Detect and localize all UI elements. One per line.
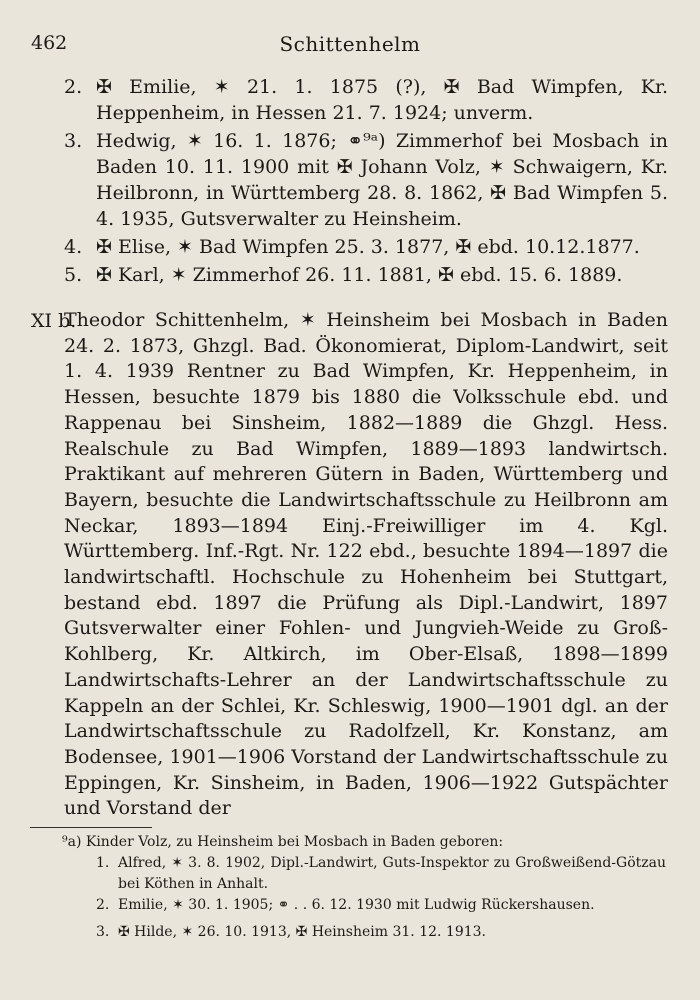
entry-text: ✠ Elise, ✶ Bad Wimpfen 25. 3. 1877, ✠ ebd. 10.12.1877. [96,236,640,258]
entry-text: ✠ Karl, ✶ Zimmerhof 26. 11. 1881, ✠ ebd. 15. 6. 1889. [96,264,623,286]
footnote-item [0,895,700,916]
child-entry [0,262,700,288]
entry-number: 5. [64,264,83,286]
running-head: Schittenhelm [279,32,421,56]
main-entry-text: Theodor Schittenhelm, ✶ Heinsheim bei Mosbach in Baden 24. 2. 1873, Ghzgl. Bad. Ökonomierat, Diplom-Landwirt, seit 1. 4. 1939 Rentner zu Bad Wimpfen, Kr. Heppenheim, in Hessen, besuchte 1879 bis 1880 die Volksschule ebd. und Rappenau bei Sinsheim, 1882—1889 die Ghzgl. Hess. Realschule zu Bad Wimpfen, 1889—1893 landwirtsch. Praktikant auf mehreren Gütern in Baden, Württemberg und Bayern, besuchte die Landwirtschaftsschule zu Heilbronn am Neckar, 1893—1894 Einj.-Freiwilliger im 4. Kgl. Württemberg. Inf.-Rgt. Nr. 122 ebd., besuchte 1894—1897 die landwirtschaftl. Hochschule zu Hohenheim bei Stuttgart, bestand ebd. 1897 die Prüfung als Dipl.-Landwirt, 1897 Gutsverwalter einer Fohlen- und Jungvieh-Weide zu Groß-Kohlberg, Kr. Altkirch, im Ober-Elsaß, 1898—1899 Landwirtschafts-Lehrer an der Landwirtschaftsschule zu Kappeln an der Schlei, Kr. Schleswig, 1900—1901 dgl. an der Landwirtschaftsschule zu Radolfzell, Kr. Konstanz, am Bodensee, 1901—1906 Vorstand der Landwirtschaftsschule zu Eppingen, Kr. Sinsheim, in Baden, 1906—1922 Gutspächter und Vorstand der [64,309,668,820]
entry-number: 2. [64,76,83,98]
footnote [0,832,700,943]
footnote-intro: ⁹a) Kinder Volz, zu Heinsheim bei Mosbach in Baden geboren: [62,834,504,850]
child-entry [0,74,700,126]
main-entry-number: XI b. [31,310,77,332]
page-number: 462 [31,32,68,54]
entry-number: 4. [64,236,83,258]
footnote-item-text: Emilie, ✶ 30. 1. 1905; ⚭ . . 6. 12. 1930 mit Ludwig Rückershausen. [118,897,595,913]
entry-text: ✠ Emilie, ✶ 21. 1. 1875 (?), ✠ Bad Wimpfen, Kr. Heppenheim, in Hessen 21. 7. 1924; unverm. [96,76,668,124]
footnote-item-number: 2. [96,897,110,913]
page-header [0,32,700,60]
footnote-item-text: ✠ Hilde, ✶ 26. 10. 1913, ✠ Heinsheim 31. 12. 1913. [118,924,486,940]
main-entry [0,308,700,822]
footnote-rule [30,827,152,828]
child-entry [0,234,700,260]
child-entry [0,128,700,232]
footnote-item-number: 3. [96,924,110,940]
entry-list [0,74,700,824]
entry-number: 3. [64,130,83,152]
footnote-item-number: 1. [96,855,110,871]
footnote-item [0,853,700,895]
footnote-item-text: Alfred, ✶ 3. 8. 1902, Dipl.-Landwirt, Guts-Inspektor zu Großweißend-Götzau bei Köthen in Anhalt. [118,855,666,892]
footnote-item [0,922,700,943]
entry-text: Hedwig, ✶ 16. 1. 1876; ⚭⁹ᵃ) Zimmerhof bei Mosbach in Baden 10. 11. 1900 mit ✠ Johann Volz, ✶ Schwaigern, Kr. Heilbronn, in Württemberg 28. 8. 1862, ✠ Bad Wimpfen 5. 4. 1935, Gutsverwalter zu Heinsheim. [96,130,668,230]
